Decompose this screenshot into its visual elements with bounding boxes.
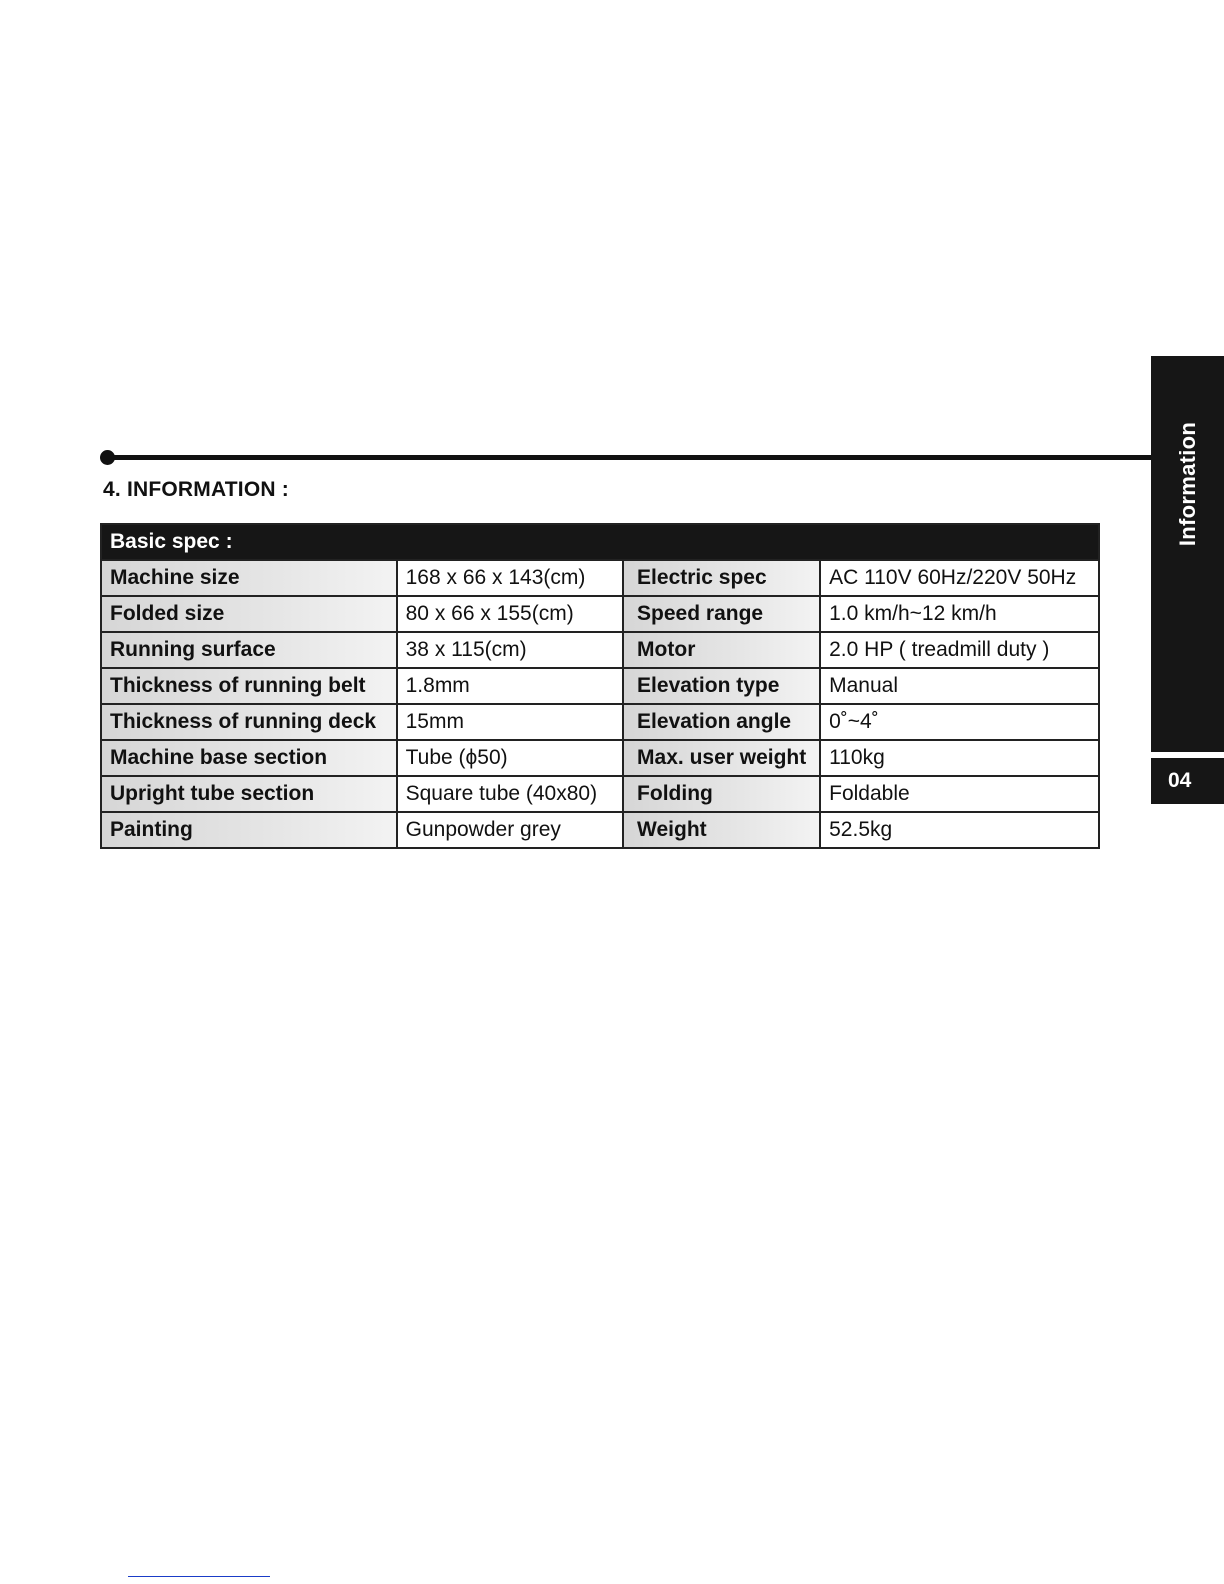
- spec-label: Thickness of running belt: [101, 668, 397, 704]
- table-row: [101, 668, 1099, 704]
- spec-label: Electric spec: [623, 560, 820, 596]
- spec-value: Gunpowder grey: [397, 812, 623, 848]
- spec-value: 110kg: [820, 740, 1099, 776]
- table-row: [101, 560, 1099, 596]
- spec-value: 80 x 66 x 155(cm): [397, 596, 623, 632]
- spec-value: 52.5kg: [820, 812, 1099, 848]
- table-header-row: [101, 524, 1099, 560]
- table-row: [101, 812, 1099, 848]
- spec-label: Machine size: [101, 560, 397, 596]
- spec-label: Upright tube section: [101, 776, 397, 812]
- spec-label: Machine base section: [101, 740, 397, 776]
- section-rule-line: [108, 455, 1152, 460]
- spec-value: 2.0 HP ( treadmill duty ): [820, 632, 1099, 668]
- spec-value: 1.8mm: [397, 668, 623, 704]
- spec-table: [100, 523, 1100, 849]
- spec-label: Elevation angle: [623, 704, 820, 740]
- table-header: Basic spec :: [101, 524, 1099, 560]
- spec-label: Weight: [623, 812, 820, 848]
- side-tab: [1151, 356, 1224, 752]
- section-title: 4. INFORMATION :: [103, 478, 289, 501]
- spec-label: Running surface: [101, 632, 397, 668]
- spec-label: Thickness of running deck: [101, 704, 397, 740]
- table-row: [101, 740, 1099, 776]
- spec-value: 38 x 115(cm): [397, 632, 623, 668]
- spec-value: 15mm: [397, 704, 623, 740]
- spec-value: 168 x 66 x 143(cm): [397, 560, 623, 596]
- spec-label: Folded size: [101, 596, 397, 632]
- spec-label: Folding: [623, 776, 820, 812]
- table-row: [101, 632, 1099, 668]
- spec-label: Motor: [623, 632, 820, 668]
- spec-value: AC 110V 60Hz/220V 50Hz: [820, 560, 1099, 596]
- spec-value: 1.0 km/h~12 km/h: [820, 596, 1099, 632]
- spec-value: Tube (ϕ50): [397, 740, 623, 776]
- side-tab-label: Information: [1174, 421, 1200, 547]
- spec-value: Foldable: [820, 776, 1099, 812]
- spec-label: Elevation type: [623, 668, 820, 704]
- table-row: [101, 776, 1099, 812]
- table-row: [101, 596, 1099, 632]
- footer-underline: [128, 1576, 270, 1577]
- spec-value: 0˚~4˚: [820, 704, 1099, 740]
- table-row: [101, 704, 1099, 740]
- spec-value: Manual: [820, 668, 1099, 704]
- spec-label: Painting: [101, 812, 397, 848]
- spec-value: Square tube (40x80): [397, 776, 623, 812]
- spec-label: Max. user weight: [623, 740, 820, 776]
- spec-label: Speed range: [623, 596, 820, 632]
- page-number: 04: [1151, 758, 1224, 804]
